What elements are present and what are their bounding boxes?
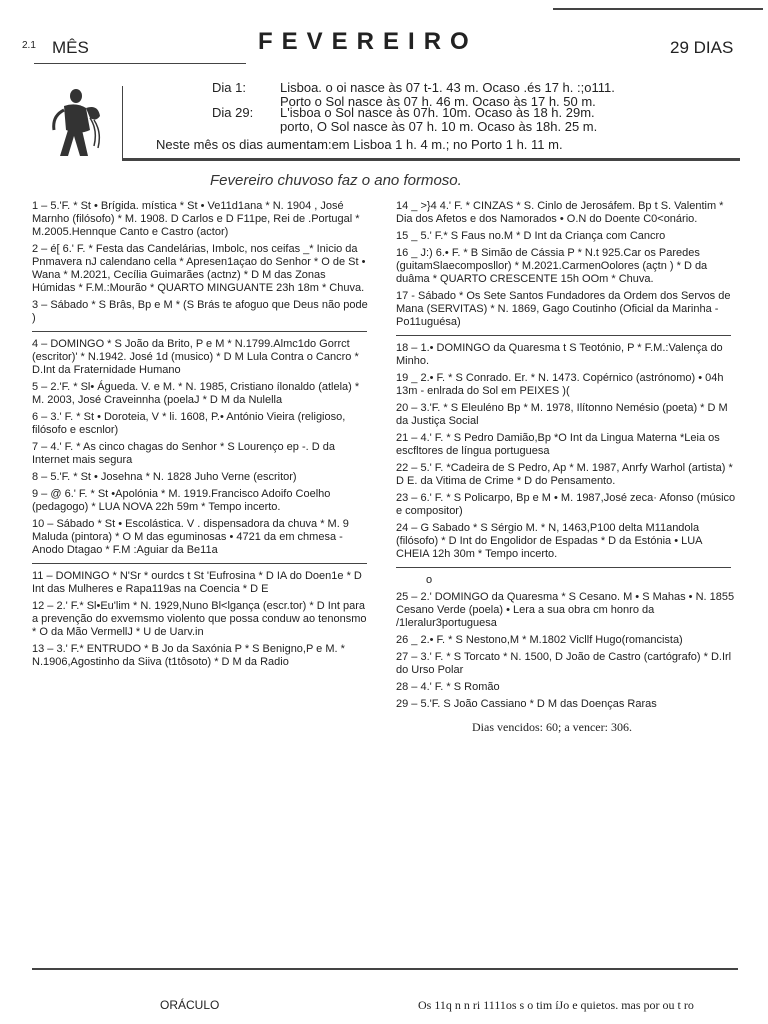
day-entry: 9 – @ 6.' F. * St •Apolónia * M. 1919.Francisco Adoifo Coelho (pedagogo) * LUA NOVA 22h 59m * Tempo incerto. bbox=[32, 488, 331, 513]
header-underline bbox=[34, 63, 246, 64]
day-entry: 22 – 5.' F. *Cadeira de S Pedro, Ap * M. 1987, Anrfy Warhol (artista) * D E. da Vitima de Crime * D do Pensamento. bbox=[396, 462, 733, 487]
month-label: MÊS bbox=[52, 38, 89, 57]
day-entry: 16 _ J:) 6.• F. * B Simão de Cássia P * N.t 925.Car os Paredes (guitamSlaecomposllor) * M.2021.CarmenOolores (açtn ) * D da duâma * QUARTO CRESCENTE 15h OOm * Chuva. bbox=[396, 247, 708, 285]
day-entry: 7 – 4.' F. * As cinco chagas do Senhor * S Lourenço ep -. D da Internet mais segura bbox=[32, 441, 335, 466]
day-entry: 25 – 2.' DOMINGO da Quaresma * S Cesano. M • S Mahas • N. 1855 Cesano Verde (poela) • Lera a sua obra cm honro da /1leralur3portuguesa bbox=[396, 591, 735, 629]
day-entry: 13 – 3.' F.* ENTRUDO * B Jo da Saxónia P * S Benigno,P e M. * N.1906,Agostinho da Siiva (t1tôsoto) * D M da Radio bbox=[32, 643, 345, 668]
day-entry: 24 – G Sabado * S Sérgio M. * N, 1463,P100 delta M11andola (filósofo) * D Int do Engolidor de Espadas * D da Estónia • LUA CHEIA 12h 30m * Tempo incerto. bbox=[396, 522, 702, 560]
week-divider bbox=[396, 335, 731, 336]
left-calendar-column bbox=[32, 200, 372, 673]
day-entry: 21 – 4.' F. * S Pedro Damião,Bp *O Int da Lingua Materna *Leia os escfltores de língua portuguesa bbox=[396, 432, 720, 457]
page-title: FEVEREIRO bbox=[258, 28, 478, 55]
sun-day1-porto: Porto o Sol nasce às 07 h. 46 m. Ocaso às 17 h. 50 m. bbox=[280, 94, 596, 109]
day-entry: 29 – 5.'F. S João Cassiano * D M das Doenças Raras bbox=[396, 698, 657, 710]
header-bottom-rule bbox=[122, 158, 740, 161]
day-entry: 19 _ 2.• F. * S Conrado. Er. * N. 1473. Copérnico (astrónomo) • 04h 13m - enlrada do Sol em PEIXES )( bbox=[396, 372, 724, 397]
day-entry: 17 - Sábado * Os Sete Santos Fundadores da Ordem dos Servos de Mana (SERVITAS) * N. 1869, Gago Coutinho (Oficial da Marinha -Po11uguésa) bbox=[396, 290, 731, 328]
day-entry: 27 – 3.' F. * S Torcato * N. 1500, D João de Castro (cartógrafo) * D.Irl do Urso Polar bbox=[396, 651, 732, 676]
day-entry: 20 – 3.'F. * S Eleuléno Bp * M. 1978, Ilítonno Nemésio (poeta) * D M da Justiça Social bbox=[396, 402, 728, 427]
week-divider bbox=[396, 567, 731, 568]
day-entry: 23 – 6.' F. * S Policarpo, Bp e M • M. 1987,José zeca· Afonso (músico e compositor) bbox=[396, 492, 736, 517]
month-proverb: Fevereiro chuvoso faz o ano formoso. bbox=[210, 172, 462, 189]
sun-day1-lisboa: Lisboa. o oi nasce às 07 t-1. 43 m. Ocaso .és 17 h. :;o111. bbox=[280, 80, 615, 95]
right-calendar-column bbox=[396, 200, 736, 738]
daylight-increase: Neste mês os dias aumentam:em Lisboa 1 h. 4 m.; no Porto 1 h. 11 m. bbox=[156, 137, 563, 152]
page-ref: 2.1 bbox=[22, 40, 36, 51]
sun-day1-label: Dia 1: bbox=[212, 80, 246, 95]
day-entry: 8 – 5.'F. * St • Josehna * N. 1828 Juho Verne (escritor) bbox=[32, 471, 297, 483]
footer-oraculo-label: ORÁCULO bbox=[160, 998, 220, 1012]
small-mark: o bbox=[426, 574, 433, 586]
day-entry: 12 – 2.' F.* Sl•Eu'lim * N. 1929,Nuno Bl<lgança (escr.tor) * D Int para a prevenção do exvemsmo violento que possa conduw ao tenonsmo * O da Mão VermellJ * U de Uarv.in bbox=[32, 600, 367, 638]
week-divider bbox=[32, 331, 367, 332]
top-right-rule bbox=[553, 8, 763, 10]
aquarius-figure-icon bbox=[42, 86, 106, 158]
day-entry: 10 – Sábado * St • Escolástica. V . dispensadora da chuva * M. 9 Maluda (pintora) * O M das eguminosas • 4721 da em chmesa -Anodo Dtagao * F.M :Aguiar da Be11a bbox=[32, 518, 349, 556]
day-entry: 14 _ >}4 4.' F. * CINZAS * S. Cinlo de Jerosáfem. Bp t S. Valentim * Dia dos Afetos e dos Namorados • O.N do Doente C0<onário. bbox=[396, 200, 724, 225]
day-entry: 28 – 4.' F. * S Romão bbox=[396, 681, 500, 693]
day-entry: 26 _ 2.• F. * S Nestono,M * M.1802 Vicllf Hugo(romancista) bbox=[396, 634, 683, 646]
sun-day29-porto: porto, O Sol nasce às 07 h. 10 m. Ocaso às 18h. 25 m. bbox=[280, 119, 598, 134]
day-entry: 15 _ 5.' F.* S Faus no.M * D Int da Criança com Cancro bbox=[396, 230, 666, 242]
footer-oraculo-text: Os 11q n n ri 1111os s o tim íJo e quietos. mas por ou t ro bbox=[418, 998, 694, 1012]
day-entry: 1 – 5.'F. * St • Brígida. mística * St • Ve11d1ana * N. 1904 , José Marnho (filósofo) * M. 1908. D Carlos e D F11pe, Rei de .Portugal * M.2005.Hennque Canto e Castro (actor) bbox=[32, 200, 360, 238]
day-entry: 4 – DOMINGO * S João da Brito, P e M * N.1799.Almc1do Gorrct (escritor)' * N.1942. José 1d (musico) * D M Lula Contra o Cancro * D.Int da Fraternidade Humano bbox=[32, 338, 359, 376]
days-summary: Dias vencidos: 60; a vencer: 306. bbox=[472, 720, 632, 734]
sign-divider bbox=[122, 86, 123, 158]
bottom-rule bbox=[32, 968, 738, 970]
day-entry: 2 – é[ 6.' F. * Festa das Candelárias, Imbolc, nos ceifas _* Inicio da Pnmavera nJ calendano cella * Apresen1açao do Senhor * O de St • Wana * M.2021, Cecília Guimarães (actnz) * D M das Zonas Húmidas * F.M.:Mourão * QUARTO MINGUANTE 23h 18m * Chuva. bbox=[32, 243, 366, 294]
day-entry: 5 – 2.'F. * Sl• Águeda. V. e M. * N. 1985, Cristiano ílonaldo (atlela) * M. 2003, José Craveinnha (poelaJ * D M da Nulella bbox=[32, 381, 360, 406]
day-entry: 18 – 1.• DOMINGO da Quaresma t S Teotónio, P * F.M.:Valença do Minho. bbox=[396, 342, 723, 367]
sun-day29-label: Dia 29: bbox=[212, 105, 254, 120]
week-divider bbox=[32, 563, 367, 564]
day-entry: 11 – DOMINGO * N'Sr * ourdcs t St 'Eufrosina * D IA do Doen1e * D Int das Mulheres e Rapa119as na Coencia * D E bbox=[32, 570, 362, 595]
day-entry: 3 – Sábado * S Brâs, Bp e M * (S Brás te afoguo que Deus não pode ) bbox=[32, 299, 368, 324]
day-entry: 6 – 3.' F. * St • Doroteia, V * li. 1608, P.• António Vieira (religioso, filósofo e escnlor) bbox=[32, 411, 346, 436]
sun-day29-lisboa: L'isboa o Sol nasce às 07h. 10m. Ocaso às 18 h. 29m. bbox=[280, 105, 595, 120]
days-count: 29 DIAS bbox=[670, 38, 734, 57]
